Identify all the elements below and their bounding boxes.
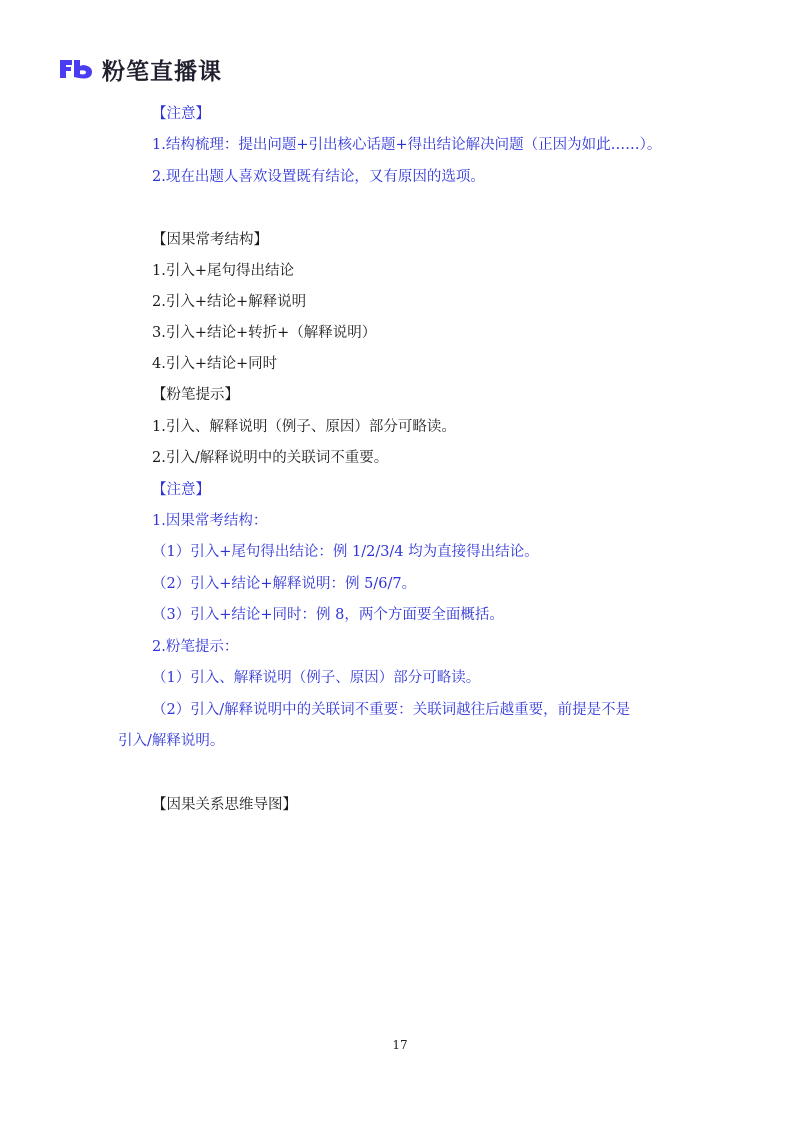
causal-structure-item-2: 2.引入+结论+解释说明 bbox=[152, 294, 307, 310]
mindmap-heading: 【因果关系思维导图】 bbox=[152, 797, 297, 813]
note-heading-1: 【注意】 bbox=[152, 106, 210, 122]
note-item-2: 2.现在出题人喜欢设置既有结论，又有原因的选项。 bbox=[152, 169, 485, 185]
tips-item-1: 1.引入、解释说明（例子、原因）部分可略读。 bbox=[152, 419, 456, 435]
tips-item-2: 2.引入/解释说明中的关联词不重要。 bbox=[152, 450, 389, 466]
note2-item-2: 2.粉笔提示： bbox=[152, 639, 239, 655]
note2-subitem-5-cont: 引入/解释说明。 bbox=[118, 733, 225, 749]
note-heading-2: 【注意】 bbox=[152, 482, 210, 498]
note2-subitem-4: （1）引入、解释说明（例子、原因）部分可略读。 bbox=[152, 670, 481, 686]
causal-structure-item-4: 4.引入+结论+同时 bbox=[152, 356, 278, 372]
fb-logo-icon bbox=[58, 57, 94, 81]
causal-structure-heading: 【因果常考结构】 bbox=[152, 232, 268, 248]
causal-structure-item-1: 1.引入+尾句得出结论 bbox=[152, 263, 294, 279]
note2-subitem-3: （3）引入+结论+同时：例 8，两个方面要全面概括。 bbox=[152, 607, 504, 623]
note2-item-1: 1.因果常考结构： bbox=[152, 513, 268, 529]
page-number: 17 bbox=[392, 1038, 408, 1052]
note2-subitem-2: （2）引入+结论+解释说明：例 5/6/7。 bbox=[152, 576, 417, 592]
causal-structure-item-3: 3.引入+结论+转折+（解释说明） bbox=[152, 325, 377, 341]
note-item-1: 1.结构梳理：提出问题+引出核心话题+得出结论解决问题（正因为如此……）。 bbox=[152, 137, 662, 153]
note2-subitem-5: （2）引入/解释说明中的关联词不重要：关联词越往后越重要，前提是不是 bbox=[152, 702, 631, 718]
header bbox=[58, 52, 222, 86]
tips-heading: 【粉笔提示】 bbox=[152, 387, 239, 403]
note2-subitem-1: （1）引入+尾句得出结论：例 1/2/3/4 均为直接得出结论。 bbox=[152, 544, 539, 560]
brand-name: 粉笔直播课 bbox=[102, 58, 222, 85]
